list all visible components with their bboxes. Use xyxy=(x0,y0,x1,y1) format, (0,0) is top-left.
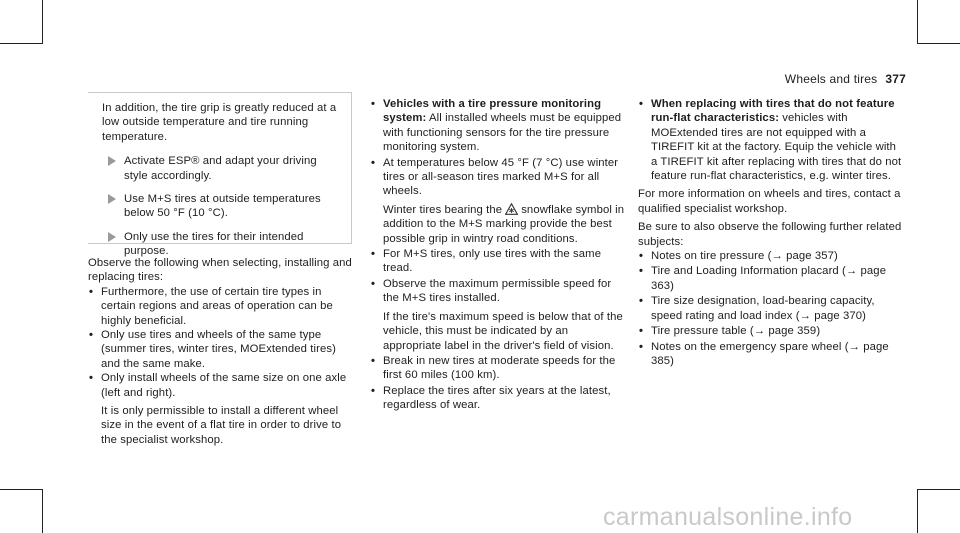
step-text: Activate ESP® and adapt your driving style accordingly. xyxy=(124,155,317,182)
list-item xyxy=(88,328,352,371)
list-item xyxy=(370,384,626,413)
bullet: • xyxy=(89,285,94,298)
item-text: For M+S tires, only use tires with the same tread. xyxy=(383,248,602,275)
item-text: At temperatures below 45 °F (7 °C) use winter tires or all-season tires marked M+S for all wheels. xyxy=(383,156,619,198)
list-item xyxy=(638,97,902,183)
bullet: • xyxy=(639,98,644,110)
section-title: Wheels and tires xyxy=(784,72,878,86)
list-item xyxy=(370,156,626,246)
related-link[interactable] xyxy=(638,340,902,369)
related-link[interactable] xyxy=(638,249,902,263)
column-3 xyxy=(638,97,902,368)
item-subtext: It is only permissible to install a different wheel size in the event of a flat tire in order to drive to the specialist workshop. xyxy=(101,405,342,446)
triangle-arrow-icon xyxy=(108,156,116,166)
bullet: • xyxy=(371,354,376,367)
triangle-arrow-icon xyxy=(108,194,116,204)
bullet: • xyxy=(639,340,644,353)
bullet-list xyxy=(638,97,902,183)
bullet: • xyxy=(371,248,376,261)
column-1 xyxy=(88,97,352,447)
crop-mark xyxy=(917,0,918,44)
item-subtext xyxy=(383,203,626,246)
list-item xyxy=(88,371,352,447)
link-text[interactable]: Notes on tire pressure (→ page 357) xyxy=(651,250,838,263)
bullet: • xyxy=(639,265,644,278)
item-text: Replace the tires after six years at the latest, regardless of wear. xyxy=(383,384,611,412)
item-text: vehicles with MOExtended tires are not equipped with a TIREFIT kit at the factory. Equip the vehicle with a TIREFIT kit after replacing with tires that do not feature run-flat characteristics, e.g. winter tires. xyxy=(651,112,902,183)
bullet: • xyxy=(639,325,644,338)
related-link[interactable] xyxy=(638,324,902,338)
triangle-arrow-icon xyxy=(108,232,116,242)
item-text: All installed wheels must be equipped with functioning sensors for the tire pressure monitoring system. xyxy=(383,112,622,154)
related-link[interactable] xyxy=(638,294,902,323)
item-heading: Vehicles with a tire pressure monitoring system: xyxy=(383,98,602,125)
snowflake-mountain-icon xyxy=(505,203,518,215)
page-header xyxy=(785,72,906,86)
crop-mark xyxy=(917,489,918,533)
item-text: Observe the maximum permissible speed for the M+S tires installed. xyxy=(383,277,612,305)
instruction-step xyxy=(102,192,341,221)
bullet: • xyxy=(371,277,376,290)
bullet: • xyxy=(639,295,644,308)
link-text[interactable]: Tire size designation, load-bearing capacity, speed rating and load index (→ page 370) xyxy=(651,295,875,322)
note-intro: In addition, the tire grip is greatly reduced at a low outside temperature and tire running temperature. xyxy=(102,102,337,143)
bullet-list xyxy=(88,285,352,447)
crop-mark xyxy=(42,0,43,44)
info-paragraph: For more information on wheels and tires, contact a qualified specialist workshop. xyxy=(638,188,901,215)
crop-mark xyxy=(917,43,960,44)
subtext-part: Winter tires bearing the xyxy=(383,203,503,216)
bullet: • xyxy=(371,156,376,169)
crop-mark xyxy=(917,489,960,490)
item-heading: When replacing with tires that do not feature run-flat characteristics: xyxy=(651,98,895,125)
bullet: • xyxy=(89,329,94,342)
item-text: Only install wheels of the same size on one axle (left and right). xyxy=(101,372,347,399)
item-text: Furthermore, the use of certain tire types in certain regions and areas of operation can be highly beneficial. xyxy=(101,285,333,327)
observe-paragraph: Observe the following when selecting, installing and replacing tires: xyxy=(88,257,352,284)
bullet: • xyxy=(371,384,376,397)
list-item xyxy=(370,97,626,155)
bullet: • xyxy=(89,372,94,385)
subtext-part: snowflake symbol in addition to the M+S marking provide the best possible grip in wintry road conditions. xyxy=(383,203,625,245)
note-box xyxy=(88,92,352,258)
related-link[interactable] xyxy=(638,264,902,293)
crop-mark xyxy=(0,43,43,44)
page-number: 377 xyxy=(885,72,906,86)
list-item xyxy=(88,285,352,328)
bullet: • xyxy=(371,98,376,110)
link-text[interactable]: Tire and Loading Information placard (→ page 363) xyxy=(651,265,887,292)
step-text: Use M+S tires at outside temperatures below 50 °F (10 °C). xyxy=(124,193,321,220)
instruction-step xyxy=(102,230,341,259)
column-2 xyxy=(370,97,626,413)
link-text[interactable]: Tire pressure table (→ page 359) xyxy=(651,325,821,338)
related-links-list xyxy=(638,249,902,368)
bullet-list xyxy=(370,97,626,413)
watermark: carmanualsonline.info xyxy=(603,503,853,531)
item-text: Break in new tires at moderate speeds for the first 60 miles (100 km). xyxy=(383,354,616,382)
instruction-step xyxy=(102,154,341,183)
item-subtext: If the tire's maximum speed is below that of the vehicle, this must be indicated by an appropriate label in the driver's field of vision. xyxy=(383,310,623,352)
bullet: • xyxy=(639,250,644,263)
list-item xyxy=(370,354,626,383)
step-text: Only use the tires for their intended purpose. xyxy=(124,230,304,258)
list-item xyxy=(370,247,626,276)
link-text[interactable]: Notes on the emergency spare wheel (→ page 385) xyxy=(651,340,889,367)
crop-mark xyxy=(0,489,43,490)
related-intro: Be sure to also observe the following further related subjects: xyxy=(638,221,902,248)
item-text: Only use tires and wheels of the same type (summer tires, winter tires, MOExtended tires) and the same make. xyxy=(101,329,336,370)
crop-mark xyxy=(42,489,43,533)
list-item xyxy=(370,277,626,353)
